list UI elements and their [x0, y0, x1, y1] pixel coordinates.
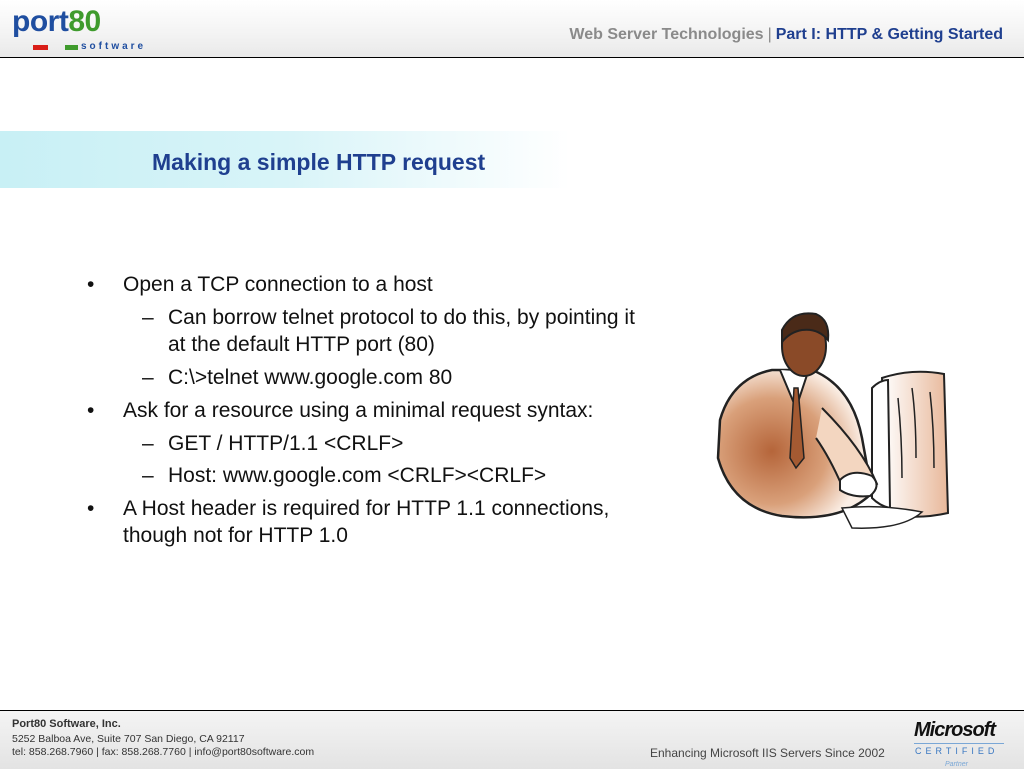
bullet-text: Open a TCP connection to a host [123, 273, 433, 296]
certified-label: CERTIFIED [915, 746, 999, 756]
slide-footer [0, 710, 1024, 769]
section-title: Part I: HTTP & Getting Started [775, 26, 1003, 43]
dash-marker: – [142, 366, 154, 389]
bullet-marker: • [87, 497, 95, 520]
bullet-marker: • [87, 273, 95, 296]
microsoft-certified-partner-logo [912, 719, 1012, 767]
bullet-marker: • [87, 399, 95, 422]
partner-label: Partner [945, 761, 968, 768]
sub-bullet-text: GET / HTTP/1.1 <CRLF> [168, 432, 404, 455]
logo-part2: 80 [68, 5, 101, 38]
logo-part1: port [12, 5, 69, 38]
slide-title: Making a simple HTTP request [152, 149, 486, 175]
logo-wordmark [12, 6, 101, 38]
bullet-text: A Host header is required for HTTP 1.1 connections, [123, 497, 610, 520]
logo-green-bar [65, 45, 78, 50]
logo-red-bar [33, 45, 48, 50]
man-at-computer-icon [712, 308, 952, 540]
logo-subtext: software [81, 41, 147, 52]
badge-divider [914, 743, 1004, 744]
company-address: 5252 Balboa Ave, Suite 707 San Diego, CA 92117 [12, 733, 245, 745]
sub-bullet-text: at the default HTTP port (80) [168, 333, 435, 356]
microsoft-wordmark: Microsoft [914, 719, 995, 741]
dash-marker: – [142, 432, 154, 455]
bullet-text: Ask for a resource using a minimal request syntax: [123, 399, 594, 422]
company-contact: tel: 858.268.7960 | fax: 858.268.7760 | info@port80software.com [12, 746, 315, 758]
sub-bullet-text: Can borrow telnet protocol to do this, by pointing it [168, 306, 635, 329]
company-name: Port80 Software, Inc. [12, 718, 121, 730]
header-breadcrumb [569, 26, 1003, 44]
bullet-text: though not for HTTP 1.0 [123, 524, 348, 547]
slide-header [0, 0, 1024, 58]
sub-bullet-text: C:\>telnet www.google.com 80 [168, 366, 453, 389]
sub-bullet-text: Host: www.google.com <CRLF><CRLF> [168, 464, 547, 487]
course-title: Web Server Technologies [569, 26, 764, 43]
port80-logo [12, 5, 147, 52]
title-band [0, 131, 570, 188]
breadcrumb-separator: | [767, 26, 772, 43]
dash-marker: – [142, 306, 154, 329]
dash-marker: – [142, 464, 154, 487]
footer-tagline: Enhancing Microsoft IIS Servers Since 2002 [650, 746, 885, 760]
